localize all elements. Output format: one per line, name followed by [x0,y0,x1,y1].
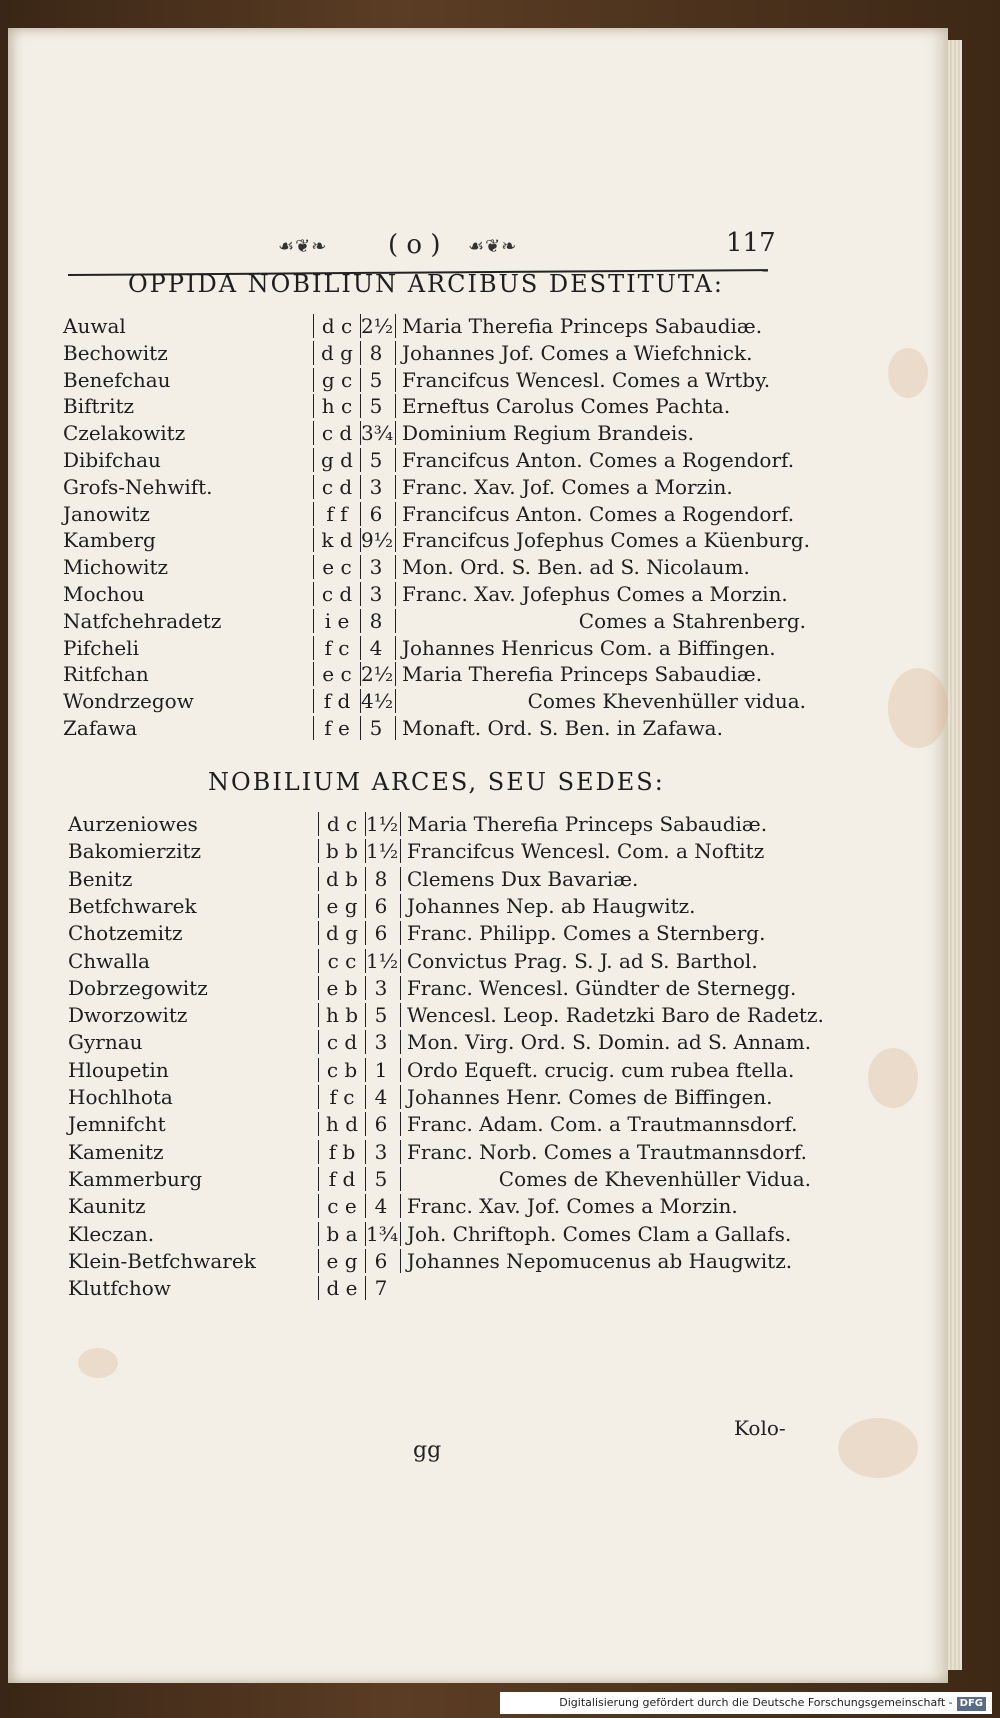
place-name: Auwal [63,314,126,338]
place-name: Natfchehradetz [63,608,222,633]
place-name: Hochlhota [68,1085,173,1109]
owner-name: Comes Khevenhüller vidua. [395,689,816,713]
grid-reference: c d [313,582,361,606]
grid-reference: e g [318,894,366,918]
place-name: Jemnifcht [68,1112,166,1137]
distance-value: 3 [374,975,388,1000]
table-row [63,716,843,746]
place-name: Michowitz [63,555,169,580]
table-row [68,1140,848,1170]
table-row [63,448,843,478]
grid-reference: d g [318,921,366,945]
paper-stain [838,1418,918,1478]
grid-reference: c d [318,1030,366,1054]
ornament-right: ☙❦❧ [468,236,518,257]
grid-reference: f b [318,1140,366,1164]
table-row [63,609,843,639]
grid-reference: h b [318,1003,366,1027]
distance-value: 1½ [366,839,399,864]
place-name: Dibifchau [63,448,161,472]
table-row [63,314,843,344]
owner-name: Johannes Henr. Comes de Biffingen. [400,1085,827,1109]
place-name: Ritfchan [63,662,149,687]
place-name: Klein-Betfchwarek [68,1248,256,1273]
owner-name: Franc. Xav. Jof. Comes a Morzin. [400,1194,827,1218]
grid-reference: d c [313,314,361,338]
distance-value: 2½ [361,314,394,338]
place-name: Zafawa [63,716,138,740]
grid-reference: f c [318,1085,366,1109]
grid-reference: g c [313,368,361,392]
place-name: Kleczan. [68,1221,155,1246]
place-name: Grofs-Nehwift. [63,474,213,499]
table-row [63,421,843,451]
place-name: Betfchwarek [68,893,197,918]
distance-value: 4 [369,635,383,660]
owner-name: Maria Therefia Princeps Sabaudiæ. [395,314,822,338]
owner-name: Maria Therefia Princeps Sabaudiæ. [400,812,827,836]
distance-value: 2½ [361,662,394,687]
table-row [68,867,848,897]
table-row [68,1058,848,1088]
distance-value: 3¾ [361,421,394,446]
grid-reference: k d [313,528,361,552]
distance-value: 5 [374,1003,388,1028]
grid-reference: d c [318,812,366,836]
distance-value: 4 [374,1085,388,1109]
owner-name: Franc. Adam. Com. a Trautmannsdorf. [400,1112,827,1136]
distance-value: 6 [374,893,388,918]
table-row [63,475,843,505]
distance-value: 5 [369,448,383,472]
book-page [8,28,948,1683]
grid-reference: e c [313,662,361,686]
owner-name: Convictus Prag. S. J. ad S. Barthol. [400,949,827,973]
place-name: Chwalla [68,948,150,973]
header-paren: ( o ) [388,230,441,260]
table-row [63,582,843,612]
paper-stain [888,348,928,398]
place-name: Gyrnau [68,1030,143,1055]
grid-reference: e c [313,555,361,579]
table-row [63,341,843,371]
place-name: Bechowitz [63,340,168,365]
distance-value: 5 [369,394,383,419]
distance-value: 4½ [361,689,394,714]
table-row [68,894,848,924]
owner-name: Johannes Henricus Com. a Biffingen. [395,636,822,660]
owner-name: Franc. Xav. Jofephus Comes a Morzin. [395,582,822,606]
distance-value: 8 [369,340,383,365]
table-row [68,1194,848,1224]
distance-value: 6 [374,1248,388,1273]
owner-name: Franc. Xav. Jof. Comes a Morzin. [395,475,822,499]
place-name: Benitz [68,866,133,891]
dfg-logo: DFG [957,1697,986,1711]
distance-value: 3 [369,555,383,580]
digitization-footer [500,1692,992,1714]
place-name: Chotzemitz [68,921,183,946]
page-number: 117 [726,228,776,258]
owner-name: Wencesl. Leop. Radetzki Baro de Radetz. [400,1003,827,1027]
place-name: Aurzeniowes [68,812,198,836]
place-name: Kamenitz [68,1139,164,1164]
place-name: Dworzowitz [68,1003,188,1028]
owner-name: Franc. Philipp. Comes a Sternberg. [400,921,827,945]
table-row [63,394,843,424]
catchword: Kolo- [734,1416,786,1440]
owner-name: Mon. Virg. Ord. S. Domin. ad S. Annam. [400,1030,827,1054]
place-name: Kaunitz [68,1194,146,1219]
grid-reference: f e [313,716,361,740]
owner-name: Comes a Stahrenberg. [395,609,816,633]
place-name: Kamberg [63,528,156,553]
grid-reference: e b [318,976,366,1000]
table-row [68,812,848,842]
owner-name: Mon. Ord. S. Ben. ad S. Nicolaum. [395,555,822,579]
owner-name: Francifcus Jofephus Comes a Küenburg. [395,528,822,552]
distance-value: 3 [374,1030,388,1055]
owner-name: Francifcus Wencesl. Com. a Noftitz [400,839,827,863]
distance-value: 6 [374,921,388,946]
page-header [68,228,776,268]
section-title-arces: NOBILIUM ARCES, SEU SEDES: [208,768,665,796]
table-row [63,555,843,585]
owner-name: Francifcus Anton. Comes a Rogendorf. [395,502,822,526]
distance-value: 1 [374,1057,388,1082]
grid-reference: f f [313,502,361,526]
place-name: Wondrzegow [63,689,194,714]
grid-reference: d b [318,867,366,891]
owner-name: Ordo Equeft. crucig. cum rubea ftella. [400,1058,827,1082]
owner-name: Comes de Khevenhüller Vidua. [400,1167,821,1191]
distance-value: 5 [374,1166,388,1191]
table-row [63,502,843,532]
distance-value: 5 [369,716,383,740]
grid-reference: b a [318,1222,366,1246]
grid-reference: d g [313,341,361,365]
table-row [68,949,848,979]
table-row [68,839,848,869]
grid-reference: f c [313,636,361,660]
grid-reference: h d [318,1112,366,1136]
place-name: Klutfchow [68,1276,171,1301]
table-row [63,368,843,398]
distance-value: 5 [369,367,383,392]
owner-name: Johannes Nep. ab Haugwitz. [400,894,827,918]
paper-stain [78,1348,118,1378]
place-name: Hloupetin [68,1057,169,1082]
owner-name: Maria Therefia Princeps Sabaudiæ. [395,662,822,686]
distance-value: 6 [374,1112,388,1137]
grid-reference: c d [313,475,361,499]
owner-name: Johannes Nepomucenus ab Haugwitz. [400,1249,827,1273]
place-name: Benefchau [63,367,171,392]
table-row [63,528,843,558]
table-row [68,1222,848,1252]
table-row [63,689,843,719]
place-name: Dobrzegowitz [68,975,208,1000]
grid-reference: f d [318,1167,366,1191]
paper-stain [888,668,948,748]
grid-reference: c c [318,949,366,973]
grid-reference: i e [313,609,361,633]
distance-value: 8 [369,608,383,633]
place-name: Pifcheli [63,635,139,660]
distance-value: 1¾ [366,1221,399,1246]
distance-value: 1½ [366,948,399,973]
table-row [63,636,843,666]
distance-value: 7 [374,1276,388,1301]
table-row [68,1112,848,1142]
place-name: Czelakowitz [63,421,186,446]
table-row [68,1030,848,1060]
place-name: Kammerburg [68,1166,203,1191]
place-name: Biftritz [63,394,135,419]
owner-name: Franc. Norb. Comes a Trautmannsdorf. [400,1140,827,1164]
table-row [68,1249,848,1279]
owner-name: Francifcus Anton. Comes a Rogendorf. [395,448,822,472]
distance-value: 6 [369,501,383,526]
distance-value: 3 [369,474,383,499]
owner-name: Monaft. Ord. S. Ben. in Zafawa. [395,716,822,740]
owner-name: Dominium Regium Brandeis. [395,421,822,445]
place-name: Janowitz [63,501,150,526]
grid-reference: c d [313,421,361,445]
distance-value: 9½ [361,528,394,553]
grid-reference: c e [318,1194,366,1218]
grid-reference: h c [313,394,361,418]
grid-reference: c b [318,1058,366,1082]
table-row [68,921,848,951]
footer-text: Digitalisierung gefördert durch die Deutsche Forschungsgemeinschaft - [559,1696,953,1709]
distance-value: 4 [374,1194,388,1219]
owner-name: Franc. Wencesl. Gündter de Sternegg. [400,976,827,1000]
grid-reference: d e [318,1276,366,1300]
table-row [63,662,843,692]
grid-reference: e g [318,1249,366,1273]
table-row [68,1167,848,1197]
owner-name: Francifcus Wencesl. Comes a Wrtby. [395,368,822,392]
grid-reference: g d [313,448,361,472]
grid-reference: f d [313,689,361,713]
owner-name: Erneftus Carolus Comes Pachta. [395,394,822,418]
place-name: Mochou [63,582,145,606]
owner-name: Johannes Jof. Comes a Wiefchnick. [395,341,822,365]
distance-value: 8 [374,866,388,891]
table-row [68,1003,848,1033]
owner-name: Joh. Chriftoph. Comes Clam a Gallafs. [400,1222,827,1246]
table-row [68,1276,848,1306]
place-name: Bakomierzitz [68,839,202,864]
table-row [68,976,848,1006]
distance-value: 1½ [366,812,399,836]
section-title-oppida: OPPIDA NOBILIUN ARCIBUS DESTITUTA: [128,270,724,298]
owner-name: Clemens Dux Bavariæ. [400,867,827,891]
distance-value: 3 [374,1139,388,1164]
paper-stain [868,1048,918,1108]
table-row [68,1085,848,1115]
signature-mark: gg [413,1438,442,1463]
distance-value: 3 [369,582,383,606]
ornament-left: ☙❦❧ [278,236,328,257]
grid-reference: b b [318,839,366,863]
